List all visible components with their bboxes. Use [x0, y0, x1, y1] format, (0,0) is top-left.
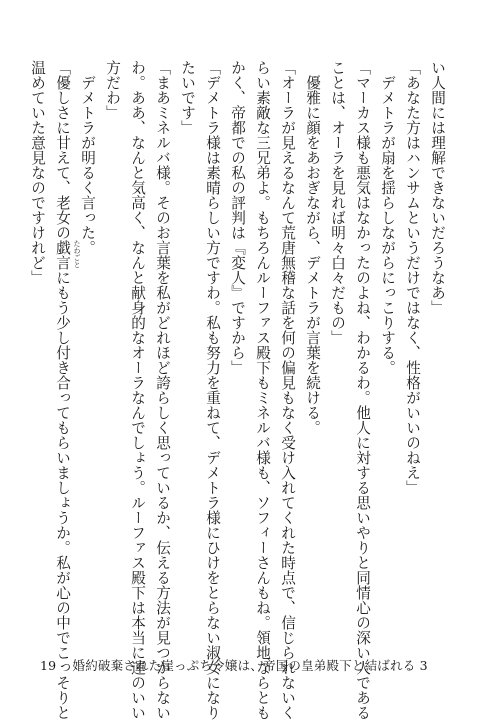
text-line: デメトラが扇を揺らしながらにっこりする。 — [379, 60, 396, 375]
ruby-annotation: たわごと — [73, 240, 81, 268]
text-line: たいです」 — [179, 60, 196, 135]
text-line: 方だわ」 — [104, 60, 121, 120]
ruby-line-after: にもう少し付き合ってもらいましょうか。私が心の中でこっそりと — [54, 270, 71, 720]
ruby-base-text: 戯言 — [54, 240, 71, 270]
page-footer — [40, 656, 428, 674]
text-line: かく、帝都での私の評判は『変人』ですから」 — [229, 60, 246, 375]
text-line: 「あなた方はハンサムというだけではなく、性格がいいのねえ」 — [404, 60, 421, 495]
text-line: 温めていた意見なのですけれど」 — [29, 60, 46, 285]
book-title: 婚約破棄された崖っぷち令嬢は、帝国の皇弟殿下と結ばれる 3 — [72, 658, 428, 673]
text-line: 「まあミネルバ様。そのお言葉を私がどれほど誇らしく思っているか、伝える方法が見つからない — [154, 60, 171, 720]
text-line: デメトラが明るく言った。 — [79, 60, 96, 255]
text-line: ことは、オーラを見れば明々白々だもの」 — [329, 60, 346, 345]
text-line: 「デメトラ様は素晴らしい方ですわ。私も努力を重ねて、デメトラ様にひけをとらない淑女になり — [204, 60, 221, 720]
text-line: わ。ああ、なんと気高く、なんと献身的なオーラなんでしょう。ルーファス殿下は本当に運のいい — [129, 60, 146, 720]
text-line: 「オーラが見えるなんて荒唐無稽な話を何の偏見もなく受け入れてくれた時点で、信じられないく — [279, 60, 296, 720]
text-line-with-ruby — [50, 60, 81, 720]
text-line: い人間には理解できないだろうなあ」 — [429, 60, 446, 315]
page-number: 19 — [40, 658, 57, 673]
ruby-base — [54, 240, 81, 270]
ruby-line-before: 「優しさに甘えて、老女の — [54, 60, 71, 240]
text-line: 「マーカス様も悪気はなかったのよね、わかるわ。他人に対する思いやりと同情心の深い人である — [354, 60, 371, 720]
text-line: らい素敵な三兄弟よ。もちろんルーファス殿下もミネルバ様も、ソフィーさんもね。領地ならとも — [254, 60, 271, 720]
text-line: 優雅に顔をあおぎながら、デメトラが言葉を続ける。 — [304, 60, 321, 435]
